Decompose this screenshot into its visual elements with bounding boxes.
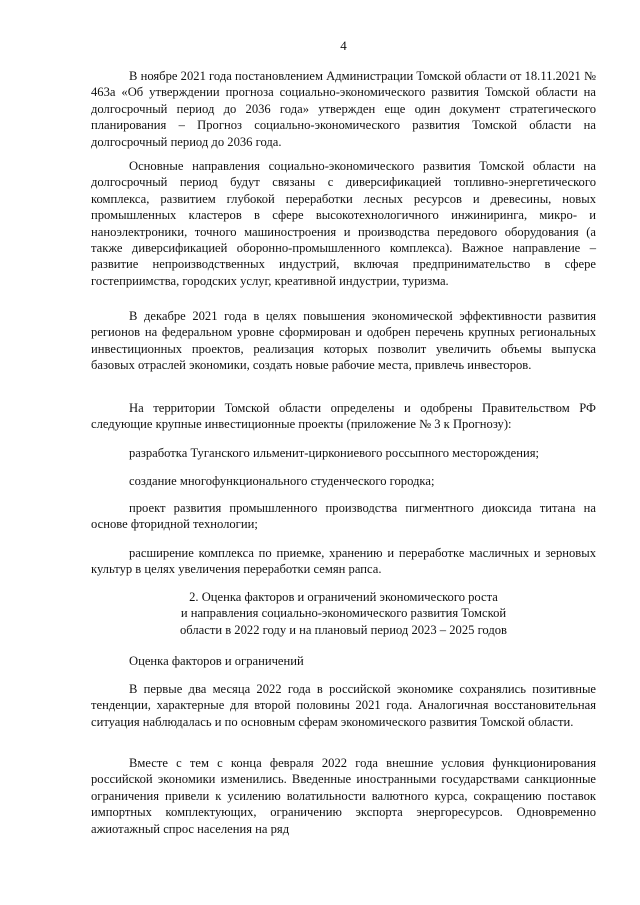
list-item-student-campus: создание многофункционального студенческого городка; — [129, 474, 435, 488]
paragraph-regional-projects: В декабре 2021 года в целях повышения экономической эффективности развития регионов на федеральном уровне сформирован и одобрен перечень крупных региональных инвестиционных проектов, реализация которых позволит увеличить объемы выпуска базовых отраслей экономики, создать новые рабочие места, привлечь инвесторов. — [91, 309, 596, 373]
page-number: 4 — [340, 38, 347, 53]
list-item-rapeseed-complex: расширение комплекса по приемке, хранению и переработке масличных и зерновых культур в целях увеличения переработки семян рапса. — [91, 546, 596, 577]
paragraph-approved-projects: На территории Томской области определены и одобрены Правительством РФ следующие крупные инвестиционные проекты (приложение № 3 к Прогнозу): — [91, 401, 596, 432]
section-heading-line-1: 2. Оценка факторов и ограничений экономического роста — [189, 590, 498, 604]
subheading-factors: Оценка факторов и ограничений — [129, 654, 304, 668]
paragraph-first-months-2022: В первые два месяца 2022 года в российской экономике сохранялись позитивные тенденции, характерные для второй половины 2021 года. Аналогичная восстановительная ситуация наблюдалась и по основным сферам экономического развития Томской области. — [91, 682, 596, 729]
list-item-titanium-dioxide: проект развития промышленного производства пигментного диоксида титана на основе фторидной технологии; — [91, 501, 596, 532]
list-item-tugan-deposit: разработка Туганского ильменит-циркониевого россыпного месторождения; — [129, 446, 540, 460]
section-heading — [91, 589, 596, 638]
section-heading-line-3: области в 2022 году и на плановый период 2023 – 2025 годов — [179, 622, 508, 637]
paragraph-main-directions: Основные направления социально-экономического развития Томской области на долгосрочный период будут связаны с диверсификацией топливно-энергетического комплекса, развитием глубокой переработки лесных ресурсов и древесины, новых промышленных кластеров в сфере высокотехнологичного инжиниринга, микро- и наноэлектроники, точного машиностроения и производства передового оборудования (а также диверсификацией оборонно-промышленного комплекса). Важное направление – развитие непроизводственных индустрий, включая предпринимательство в сфере гостеприимства, городских услуг, креативной индустрии, туризма. — [91, 159, 596, 288]
paragraph-external-conditions: Вместе с тем с конца февраля 2022 года внешние условия функционирования российской экономики изменились. Введенные иностранными государствами санкционные ограничения привели к усилению волатильности валютного курса, сокращению поставок импортных комплектующих, ограничению экспорта энергоресурсов. Одновременно ажиотажный спрос населения на ряд — [91, 756, 596, 836]
paragraph-forecast-decree: В ноябре 2021 года постановлением Администрации Томской области от 18.11.2021 № 463а «Об утверждении прогноза социально-экономического развития Томской области на долгосрочный период до 2036 года» утвержден еще один документ стратегического планирования – Прогноз социально-экономического развития Томской области на долгосрочный период до 2036 года. — [91, 69, 596, 149]
section-heading-line-2: и направления социально-экономического развития Томской — [180, 606, 507, 621]
